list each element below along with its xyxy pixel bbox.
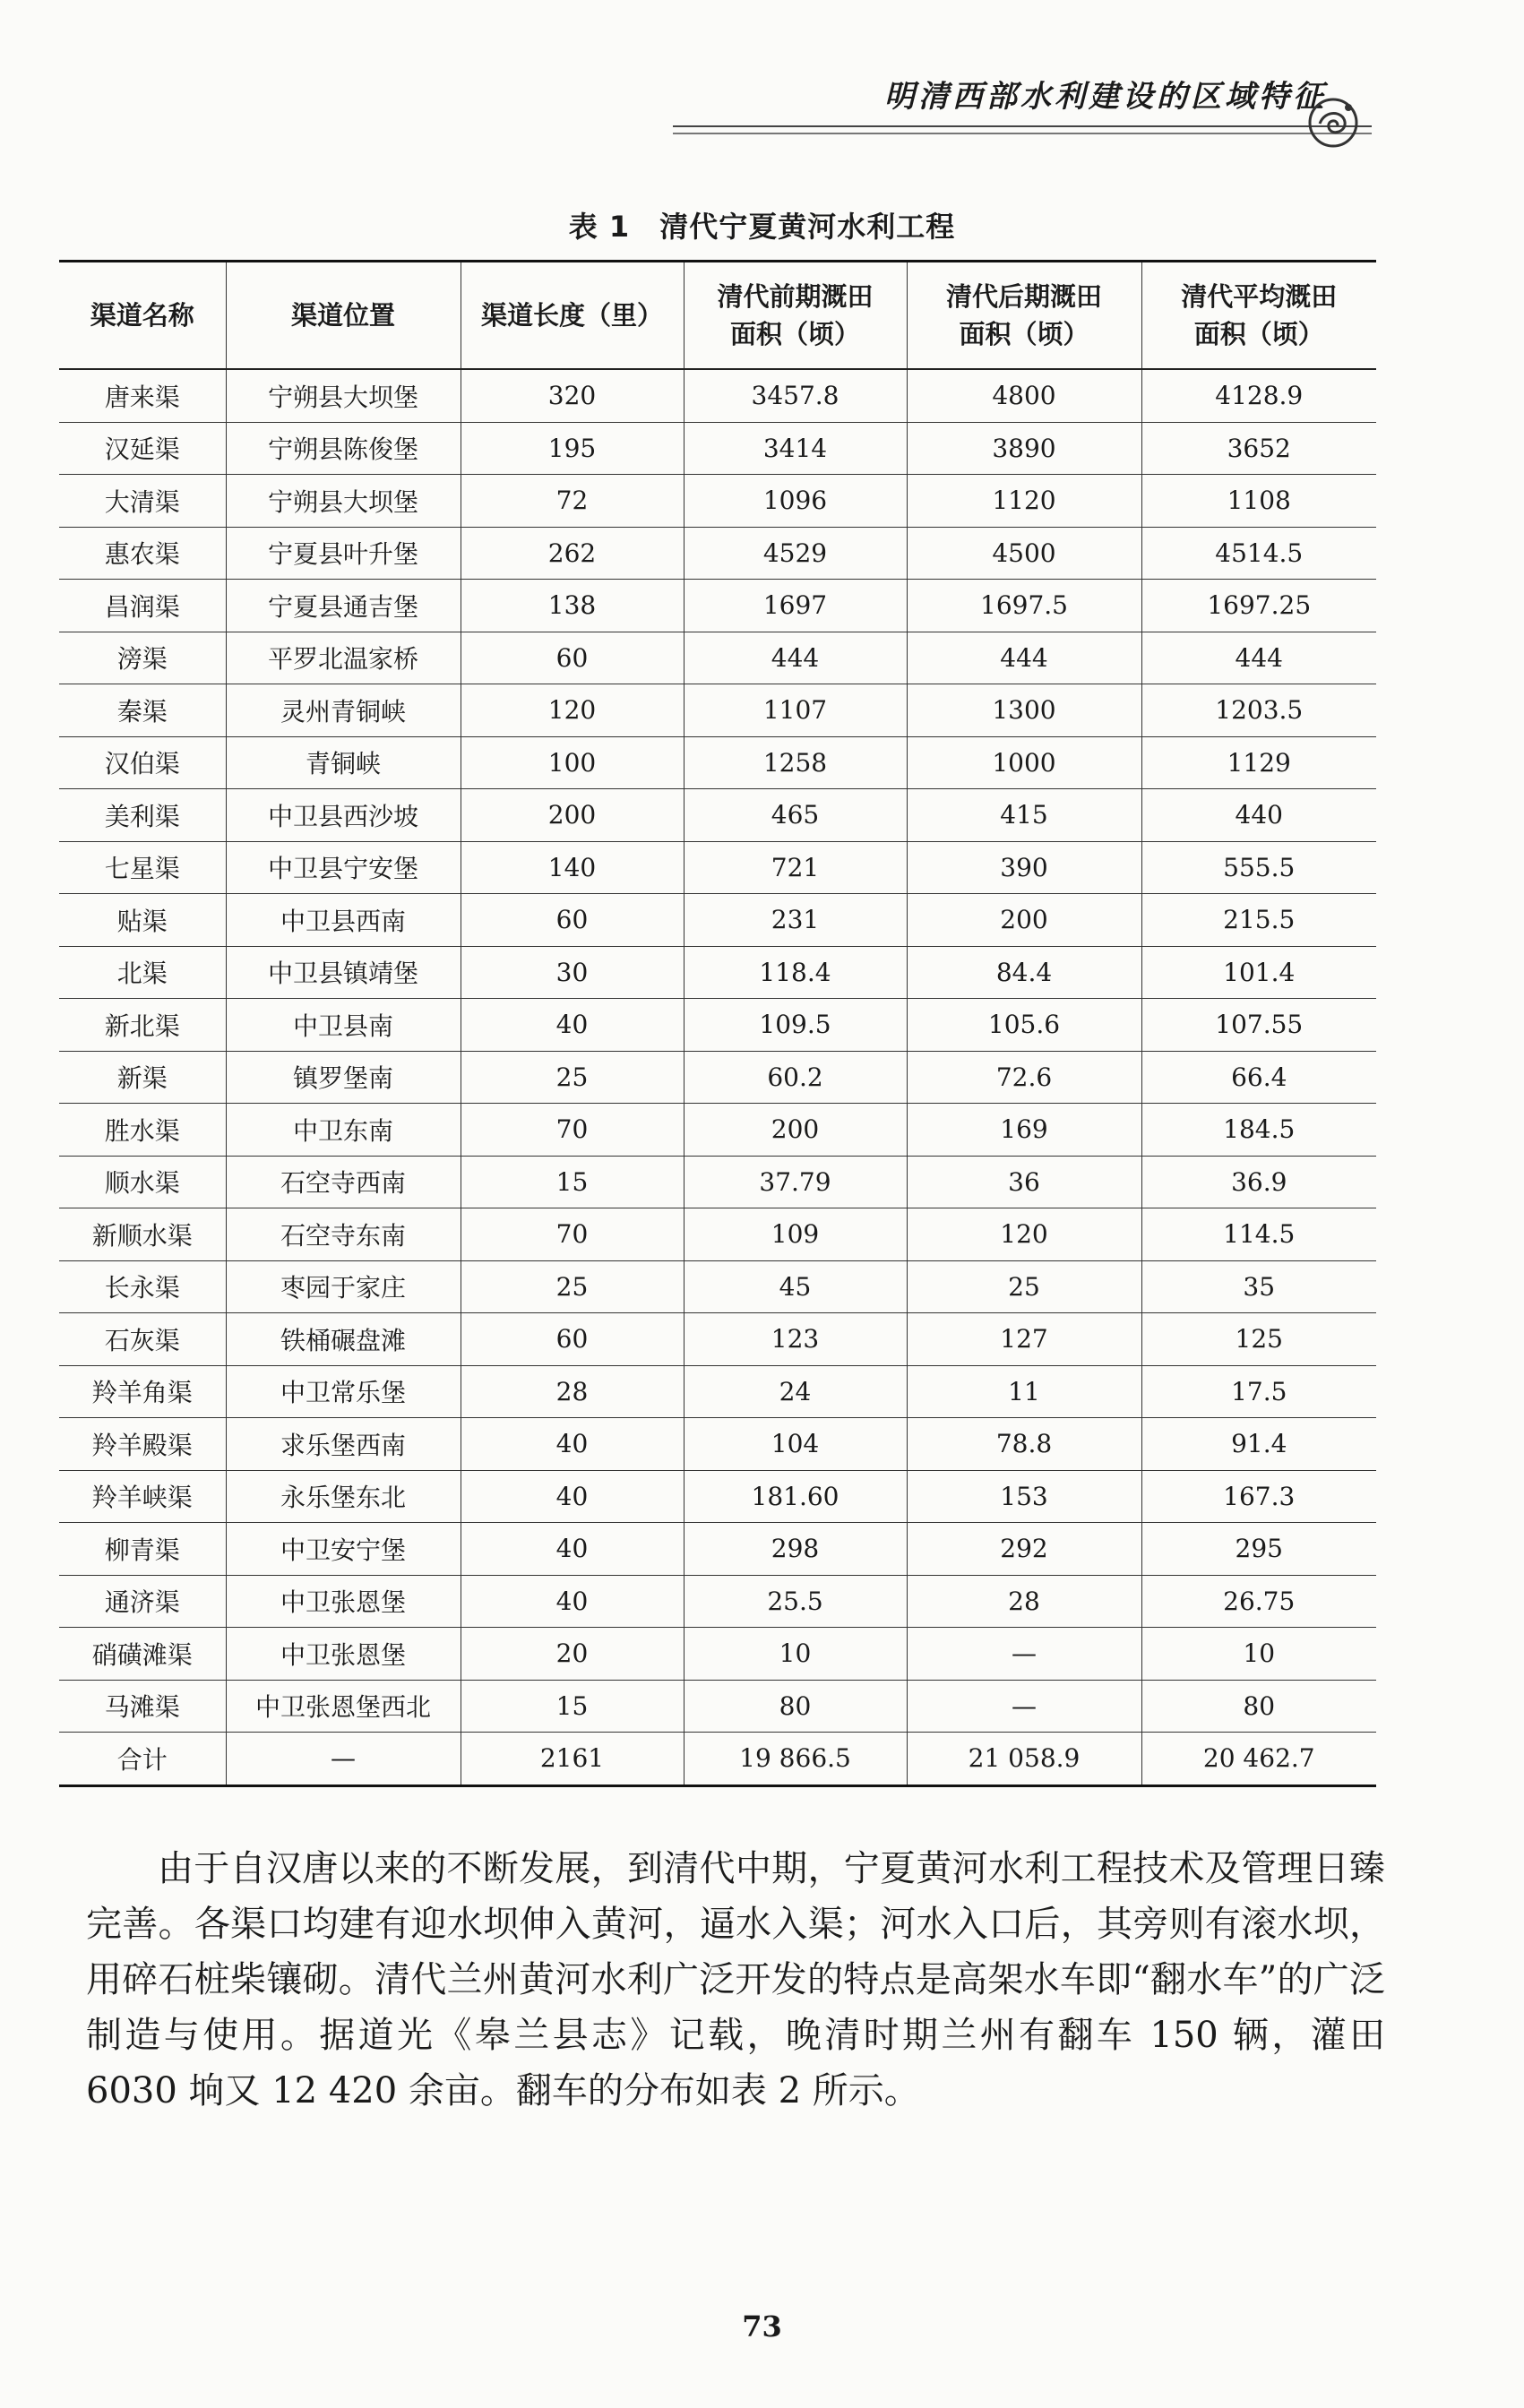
table-row xyxy=(59,1680,1376,1733)
table-cell: 444 xyxy=(1141,632,1376,684)
table-cell: 35 xyxy=(1141,1260,1376,1313)
table-cell: 青铜峡 xyxy=(226,736,461,789)
table-cell: 铁桶碾盘滩 xyxy=(226,1313,461,1366)
table-cell: 3652 xyxy=(1141,422,1376,475)
table-cell: 新顺水渠 xyxy=(59,1208,226,1261)
column-header: 渠道长度（里） xyxy=(461,262,684,370)
table-cell: 120 xyxy=(907,1208,1141,1261)
table-cell: 石空寺西南 xyxy=(226,1156,461,1208)
table-cell: 78.8 xyxy=(907,1418,1141,1471)
swirl-ornament-icon xyxy=(1302,91,1365,154)
table-cell: 25 xyxy=(461,1260,684,1313)
table-cell: 10 xyxy=(684,1628,907,1681)
table-cell: 惠农渠 xyxy=(59,527,226,580)
table-cell: 4500 xyxy=(907,527,1141,580)
table-row xyxy=(59,475,1376,528)
column-header: 清代后期溉田 面积（顷） xyxy=(907,262,1141,370)
table-cell: 295 xyxy=(1141,1523,1376,1576)
table-cell: 美利渠 xyxy=(59,789,226,842)
table-cell: 21 058.9 xyxy=(907,1733,1141,1786)
table-cell: 灵州青铜峡 xyxy=(226,684,461,737)
table-cell: 140 xyxy=(461,841,684,894)
table-cell: 60 xyxy=(461,632,684,684)
table-row xyxy=(59,1575,1376,1628)
table-cell: 宁夏县通吉堡 xyxy=(226,580,461,632)
table-cell: 1697.5 xyxy=(907,580,1141,632)
table-cell: 444 xyxy=(907,632,1141,684)
table-cell: 40 xyxy=(461,999,684,1052)
table-cell: 127 xyxy=(907,1313,1141,1366)
table-cell: 11 xyxy=(907,1365,1141,1418)
table-cell: 宁夏县叶升堡 xyxy=(226,527,461,580)
table-cell: 通济渠 xyxy=(59,1575,226,1628)
running-title: 明清西部水利建设的区域特征 xyxy=(884,79,1327,115)
table-cell: 138 xyxy=(461,580,684,632)
table-cell: 721 xyxy=(684,841,907,894)
table-cell: 大清渠 xyxy=(59,475,226,528)
table-cell: 胜水渠 xyxy=(59,1104,226,1157)
table-cell: 215.5 xyxy=(1141,894,1376,947)
table-cell: 465 xyxy=(684,789,907,842)
table-cell: 107.55 xyxy=(1141,999,1376,1052)
table-cell: 15 xyxy=(461,1156,684,1208)
table-cell: 中卫常乐堡 xyxy=(226,1365,461,1418)
table-cell: 292 xyxy=(907,1523,1141,1576)
table-cell: 70 xyxy=(461,1104,684,1157)
table-cell: 宁朔县大坝堡 xyxy=(226,475,461,528)
table-cell: — xyxy=(907,1680,1141,1733)
table-cell: 中卫东南 xyxy=(226,1104,461,1157)
table-cell: 求乐堡西南 xyxy=(226,1418,461,1471)
table-cell: 七星渠 xyxy=(59,841,226,894)
table-cell: 3890 xyxy=(907,422,1141,475)
table-row xyxy=(59,1733,1376,1786)
table-cell: 72.6 xyxy=(907,1051,1141,1104)
table-cell: 114.5 xyxy=(1141,1208,1376,1261)
table-cell: 169 xyxy=(907,1104,1141,1157)
table-row xyxy=(59,1260,1376,1313)
table-body xyxy=(59,369,1376,1785)
table-cell: 109 xyxy=(684,1208,907,1261)
table-cell: 4514.5 xyxy=(1141,527,1376,580)
table-cell: 390 xyxy=(907,841,1141,894)
table-cell: 200 xyxy=(461,789,684,842)
table-cell: 80 xyxy=(684,1680,907,1733)
table-cell: 4800 xyxy=(907,369,1141,422)
table-cell: 1000 xyxy=(907,736,1141,789)
table-cell: 2161 xyxy=(461,1733,684,1786)
table-cell: 120 xyxy=(461,684,684,737)
body-text xyxy=(86,1841,1385,2119)
table-cell: 中卫张恩堡 xyxy=(226,1575,461,1628)
table-cell: 1697.25 xyxy=(1141,580,1376,632)
table-cell: 80 xyxy=(1141,1680,1376,1733)
table-cell: 3414 xyxy=(684,422,907,475)
table-cell: 195 xyxy=(461,422,684,475)
table-cell: 1129 xyxy=(1141,736,1376,789)
table-cell: 中卫县宁安堡 xyxy=(226,841,461,894)
table-cell: 北渠 xyxy=(59,946,226,999)
table-cell: 24 xyxy=(684,1365,907,1418)
column-header: 渠道位置 xyxy=(226,262,461,370)
table-cell: 马滩渠 xyxy=(59,1680,226,1733)
table-row xyxy=(59,1313,1376,1366)
table-cell: 3457.8 xyxy=(684,369,907,422)
table-cell: 永乐堡东北 xyxy=(226,1470,461,1523)
table-cell: 40 xyxy=(461,1470,684,1523)
table-row xyxy=(59,999,1376,1052)
table-cell: 15 xyxy=(461,1680,684,1733)
header-rule xyxy=(673,125,1372,134)
table-cell: 中卫张恩堡西北 xyxy=(226,1680,461,1733)
table-cell: 1096 xyxy=(684,475,907,528)
table-cell: 555.5 xyxy=(1141,841,1376,894)
table-cell: 36 xyxy=(907,1156,1141,1208)
table-cell: 羚羊峡渠 xyxy=(59,1470,226,1523)
table-cell: 104 xyxy=(684,1418,907,1471)
table-cell: 石空寺东南 xyxy=(226,1208,461,1261)
column-header: 渠道名称 xyxy=(59,262,226,370)
table-row xyxy=(59,1156,1376,1208)
table-cell: 320 xyxy=(461,369,684,422)
table-cell: 长永渠 xyxy=(59,1260,226,1313)
table-cell: 柳青渠 xyxy=(59,1523,226,1576)
table-cell: 中卫县西南 xyxy=(226,894,461,947)
table-cell: 19 866.5 xyxy=(684,1733,907,1786)
table-cell: 1300 xyxy=(907,684,1141,737)
table-cell: 118.4 xyxy=(684,946,907,999)
table-cell: 123 xyxy=(684,1313,907,1366)
table-cell: 合计 xyxy=(59,1733,226,1786)
table-row xyxy=(59,736,1376,789)
page-number: 73 xyxy=(742,2309,782,2344)
table-cell: 中卫县镇靖堡 xyxy=(226,946,461,999)
table-header-row xyxy=(59,262,1376,370)
table-cell: 40 xyxy=(461,1575,684,1628)
table-cell: 70 xyxy=(461,1208,684,1261)
table-cell: 40 xyxy=(461,1418,684,1471)
table-cell: 平罗北温家桥 xyxy=(226,632,461,684)
table-cell: 顺水渠 xyxy=(59,1156,226,1208)
table-cell: 60 xyxy=(461,1313,684,1366)
table-row xyxy=(59,1418,1376,1471)
table-cell: 28 xyxy=(907,1575,1141,1628)
table-cell: 25 xyxy=(907,1260,1141,1313)
table-cell: 100 xyxy=(461,736,684,789)
table-cell: 298 xyxy=(684,1523,907,1576)
table-cell: 40 xyxy=(461,1523,684,1576)
table-row xyxy=(59,580,1376,632)
table-cell: 1108 xyxy=(1141,475,1376,528)
table-cell: 贴渠 xyxy=(59,894,226,947)
table-cell: 宁朔县陈俊堡 xyxy=(226,422,461,475)
table-cell: 60.2 xyxy=(684,1051,907,1104)
table-row xyxy=(59,789,1376,842)
table-cell: 4529 xyxy=(684,527,907,580)
table-cell: 1203.5 xyxy=(1141,684,1376,737)
table-row xyxy=(59,422,1376,475)
table-cell: 20 xyxy=(461,1628,684,1681)
table-cell: 101.4 xyxy=(1141,946,1376,999)
table-cell: 镇罗堡南 xyxy=(226,1051,461,1104)
table-cell: 262 xyxy=(461,527,684,580)
table-row xyxy=(59,946,1376,999)
table-row xyxy=(59,1051,1376,1104)
table-cell: 中卫县西沙坡 xyxy=(226,789,461,842)
table-cell: 唐来渠 xyxy=(59,369,226,422)
table-cell: 羚羊殿渠 xyxy=(59,1418,226,1471)
table-row xyxy=(59,894,1376,947)
table-cell: — xyxy=(907,1628,1141,1681)
table-cell: 30 xyxy=(461,946,684,999)
table-cell: 17.5 xyxy=(1141,1365,1376,1418)
table-cell: 66.4 xyxy=(1141,1051,1376,1104)
table-row xyxy=(59,1523,1376,1576)
table-cell: 1120 xyxy=(907,475,1141,528)
table-cell: 1258 xyxy=(684,736,907,789)
table-cell: 200 xyxy=(907,894,1141,947)
table-row xyxy=(59,527,1376,580)
table-cell: 231 xyxy=(684,894,907,947)
table-cell: 中卫县南 xyxy=(226,999,461,1052)
table-cell: 444 xyxy=(684,632,907,684)
table-cell: 10 xyxy=(1141,1628,1376,1681)
table-cell: 167.3 xyxy=(1141,1470,1376,1523)
table-cell: 昌润渠 xyxy=(59,580,226,632)
table-cell: 105.6 xyxy=(907,999,1141,1052)
table-cell: 25 xyxy=(461,1051,684,1104)
table-cell: 滂渠 xyxy=(59,632,226,684)
table-cell: 汉延渠 xyxy=(59,422,226,475)
paragraph: 由于自汉唐以来的不断发展，到清代中期，宁夏黄河水利工程技术及管理日臻完善。各渠口均建有迎水坝伸入黄河，逼水入渠；河水入口后，其旁则有滚水坝，用碎石桩柴镶砌。清代兰州黄河水利广泛开发的特点是高架水车即“翻水车”的广泛制造与使用。据道光《皋兰县志》记载，晚清时期兰州有翻车 150 辆，灌田 6030 垧又 12 420 余亩。翻车的分布如表 2 所示。 xyxy=(86,1848,1385,2111)
table-row xyxy=(59,1628,1376,1681)
table-row xyxy=(59,684,1376,737)
page-header xyxy=(0,54,1524,161)
table-row xyxy=(59,1470,1376,1523)
table-cell: 36.9 xyxy=(1141,1156,1376,1208)
table-cell: 20 462.7 xyxy=(1141,1733,1376,1786)
table-cell: 91.4 xyxy=(1141,1418,1376,1471)
table-cell: 秦渠 xyxy=(59,684,226,737)
table-row xyxy=(59,841,1376,894)
table-cell: 415 xyxy=(907,789,1141,842)
table-cell: 200 xyxy=(684,1104,907,1157)
table-cell: 汉伯渠 xyxy=(59,736,226,789)
table-cell: 153 xyxy=(907,1470,1141,1523)
table-cell: 宁朔县大坝堡 xyxy=(226,369,461,422)
table-caption: 表 1 清代宁夏黄河水利工程 xyxy=(568,210,956,244)
irrigation-table xyxy=(59,260,1376,1787)
table-cell: — xyxy=(226,1733,461,1786)
table-cell: 新渠 xyxy=(59,1051,226,1104)
table-cell: 1697 xyxy=(684,580,907,632)
table-cell: 84.4 xyxy=(907,946,1141,999)
table-cell: 181.60 xyxy=(684,1470,907,1523)
table-cell: 新北渠 xyxy=(59,999,226,1052)
table-cell: 1107 xyxy=(684,684,907,737)
table-cell: 37.79 xyxy=(684,1156,907,1208)
table-cell: 26.75 xyxy=(1141,1575,1376,1628)
table-row xyxy=(59,1104,1376,1157)
table-cell: 羚羊角渠 xyxy=(59,1365,226,1418)
column-header: 清代前期溉田 面积（顷） xyxy=(684,262,907,370)
table-cell: 中卫安宁堡 xyxy=(226,1523,461,1576)
table-cell: 硝磺滩渠 xyxy=(59,1628,226,1681)
table-cell: 440 xyxy=(1141,789,1376,842)
table-cell: 枣园于家庄 xyxy=(226,1260,461,1313)
table-cell: 45 xyxy=(684,1260,907,1313)
column-header: 清代平均溉田 面积（顷） xyxy=(1141,262,1376,370)
table-cell: 25.5 xyxy=(684,1575,907,1628)
table-cell: 109.5 xyxy=(684,999,907,1052)
table-cell: 125 xyxy=(1141,1313,1376,1366)
table-cell: 中卫张恩堡 xyxy=(226,1628,461,1681)
table-row xyxy=(59,1365,1376,1418)
table-cell: 60 xyxy=(461,894,684,947)
table-row xyxy=(59,1208,1376,1261)
table-cell: 184.5 xyxy=(1141,1104,1376,1157)
table-row xyxy=(59,632,1376,684)
table-cell: 4128.9 xyxy=(1141,369,1376,422)
table-cell: 石灰渠 xyxy=(59,1313,226,1366)
table-row xyxy=(59,369,1376,422)
table-cell: 72 xyxy=(461,475,684,528)
table-cell: 28 xyxy=(461,1365,684,1418)
